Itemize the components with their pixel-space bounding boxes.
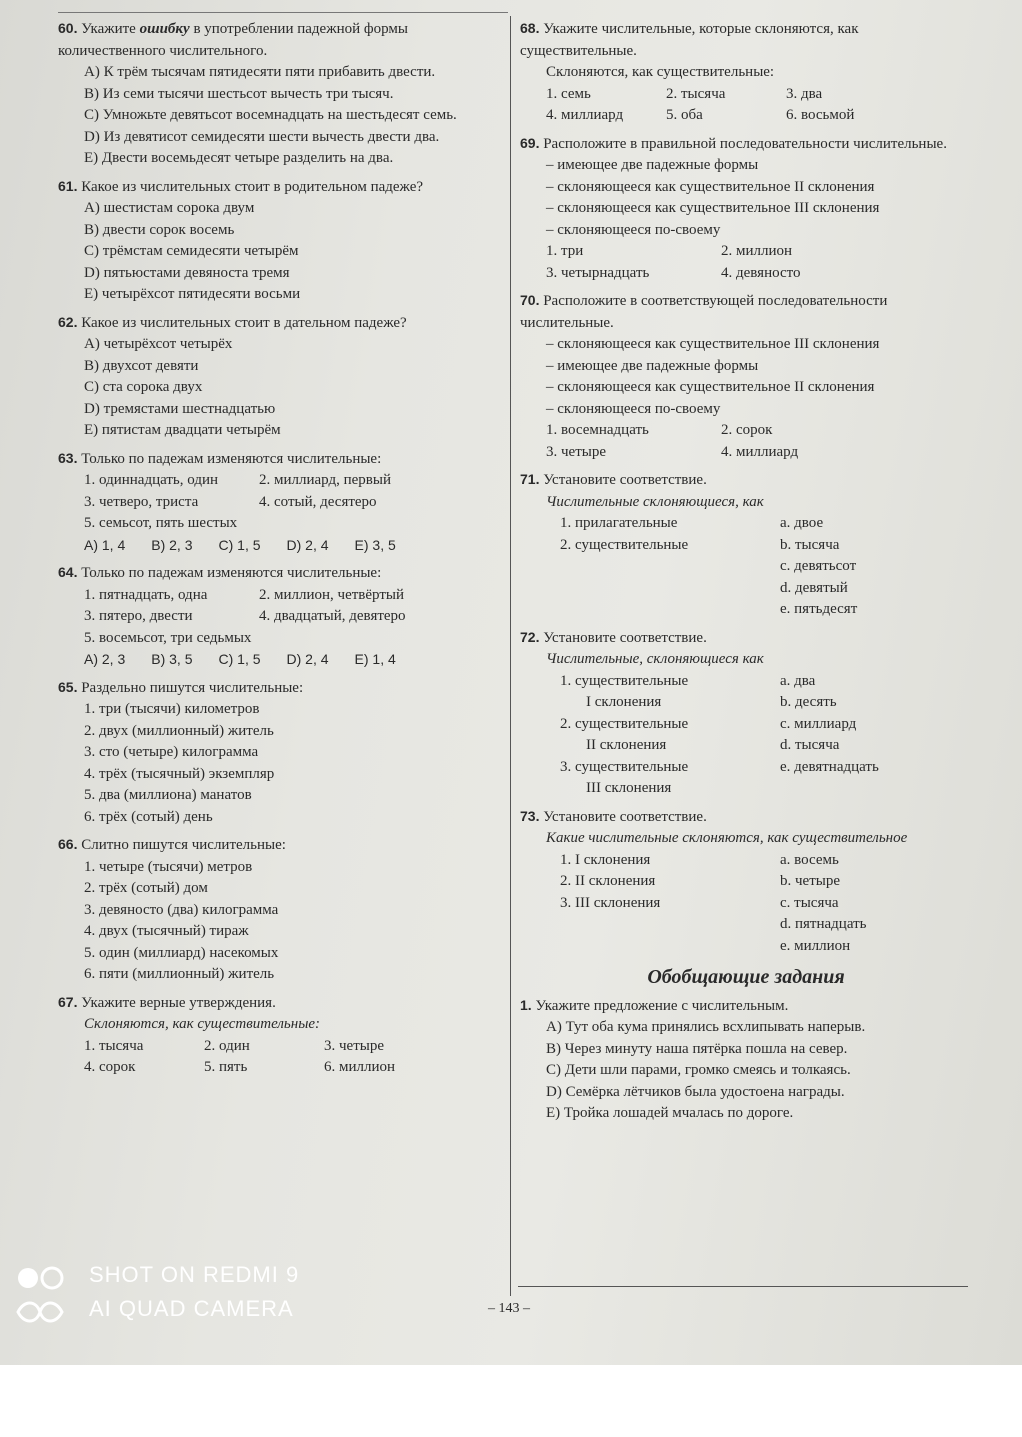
subtitle: Числительные, склоняющиеся как [546,651,764,667]
left-column [58,18,508,1085]
page-number: – 143 – [488,1301,530,1316]
match-left: 2. существительные [560,536,689,553]
emphasis-text: ошибку [139,21,190,37]
match-right: d. тысяча [780,737,840,753]
column-divider [510,16,511,1296]
question-number: 62. [58,313,78,330]
list-item: 2. тысяча [666,85,726,102]
list-item: 4. сотый, десятеро [259,493,377,510]
question-number: 71. [520,471,540,487]
list-item: 3. два [786,85,823,102]
option: B) двухсот девяти [84,357,199,374]
list-item: 3. четыре [546,443,606,460]
match-left [560,936,780,958]
subtitle: Числительные склоняющиеся, как [546,493,764,510]
match-left: 1. I склонения [560,851,651,868]
list-item: 3. пятеро, двести [84,608,193,624]
list-item: 5. пять [204,1059,248,1075]
match-right: b. четыре [780,873,840,889]
option: B) двести сорок восемь [84,221,235,238]
general-question-1 [520,995,972,1125]
question-number: 61. [58,177,78,194]
question-number: 63. [58,449,78,466]
match-left [560,599,780,621]
question-60 [58,18,508,170]
question-70 [520,290,972,463]
question-number: 73. [520,807,540,824]
list-item: 1. пятнадцать, одна [84,586,208,603]
answer: B) 2, 3 [151,536,193,553]
question-61 [58,176,508,306]
list-item: 6. трёх (сотый) день [84,808,213,825]
question-text: Установите соответствие. [543,629,707,646]
list-item: 2. один [204,1037,250,1054]
question-73 [520,806,972,958]
match-left: I склонения [586,694,662,710]
question-65 [58,677,508,829]
list-line: – склоняющееся как существительное II склонения [546,379,875,395]
question-number: 66. [58,836,78,852]
option: B) Из семи тысячи шестьсот вычесть три тысяч. [84,85,394,102]
list-item: 2. миллион, четвёртый [259,586,405,603]
option: D) пятьюстами девяноста тремя [84,264,290,281]
question-text: Только по падежам изменяются числительные: [81,565,382,581]
option: A) шестистам сорока двум [84,200,255,216]
match-right: c. тысяча [780,894,839,911]
watermark-line2: AI QUAD CAMERA [89,1296,294,1321]
option: E) Тройка лошадей мчалась по дороге. [546,1105,794,1121]
match-left: 2. существительные [560,715,689,732]
question-number: 64. [58,564,78,580]
question-number: 67. [58,993,78,1010]
list-item: 5. семьсот, пять шестых [84,515,238,531]
question-text: Расположите в правильной последовательности числительные. [543,135,947,152]
list-item: 1. одиннадцать, один [84,472,219,488]
list-item: 4. миллиард [546,107,624,123]
list-item: 1. три (тысячи) километров [84,701,260,717]
answer: A) 1, 4 [84,536,126,553]
list-item: 2. миллион [721,243,793,259]
list-line: – склоняющееся как существительное III склонения [546,200,880,216]
list-item: 5. оба [666,107,703,123]
match-right: b. тысяча [780,536,840,553]
match-right: b. десять [780,694,837,710]
option: A) К трём тысячам пятидесяти пяти прибавить двести. [84,64,436,80]
list-item: 6. восьмой [786,107,855,123]
list-item: 2. трёх (сотый) дом [84,880,208,896]
match-right: e. пятьдесят [780,601,858,617]
list-item: 4. двух (тысячный) тираж [84,923,249,939]
match-right: d. девятый [780,579,848,596]
list-item: 3. сто (четыре) килограмма [84,744,259,760]
match-right: a. два [780,672,816,689]
match-left: 3. III склонения [560,894,661,911]
list-item: 3. четверо, триста [84,493,199,510]
list-item: 4. девяносто [721,264,801,281]
match-right [780,778,940,800]
match-left: II склонения [586,737,667,753]
match-left: 2. II склонения [560,873,656,889]
question-text: Какое из числительных стоит в родительном падеже? [81,178,424,195]
bottom-rule [518,1286,968,1287]
match-right: a. двое [780,515,824,531]
question-68 [520,18,972,127]
match-right: e. девятнадцать [780,758,879,775]
match-right: e. миллион [780,937,851,954]
match-right: c. девятьсот [780,558,857,574]
question-63 [58,448,508,557]
list-item: 1. восемнадцать [546,422,649,438]
question-number: 65. [58,678,78,695]
list-item: 4. двадцатый, девятеро [259,608,406,624]
list-line: – склоняющееся как существительное II склонения [546,178,875,195]
list-line: – имеющее две падежные формы [546,357,759,374]
option: C) трёмстам семидесяти четырём [84,243,299,259]
list-item: 6. миллион [324,1059,396,1075]
list-item: 2. миллиард, первый [259,472,391,488]
match-left [560,914,780,936]
question-64 [58,562,508,671]
answer: D) 2, 4 [286,536,329,553]
list-item: 1. три [546,243,584,259]
match-left [560,556,780,578]
question-text: Установите соответствие. [543,808,707,825]
section-heading: Обобщающие задания [647,966,845,988]
question-text: Укажите верные утверждения. [81,994,276,1011]
list-item: 3. девяносто (два) килограмма [84,901,279,918]
option: E) Двести восемьдесят четыре разделить на два. [84,150,394,166]
question-number: 1. [520,996,532,1013]
option: C) Дети шли парами, громко смеясь и толкаясь. [546,1062,851,1078]
question-text: Установите соответствие. [543,472,707,488]
list-line: – склоняющееся по-своему [546,400,721,417]
list-line: – склоняющееся по-своему [546,221,721,238]
question-number: 68. [520,20,540,36]
option: E) четырёхсот пятидесяти восьми [84,286,301,302]
option: A) Тут оба кума принялись всхлипывать наперыв. [546,1019,866,1035]
subtitle: Склоняются, как существительные: [84,1016,321,1032]
question-text: Укажите предложение с числительным. [535,997,789,1014]
top-rule [58,12,508,13]
question-62 [58,312,508,442]
question-71 [520,469,972,621]
list-line: – имеющее две падежные формы [546,157,759,173]
list-line: – склоняющееся как существительное III склонения [546,336,880,352]
match-left [560,578,780,600]
option: A) четырёхсот четырёх [84,336,233,352]
list-item: 4. миллиард [721,443,799,460]
list-item: 1. четыре (тысячи) метров [84,858,253,875]
question-text: Расположите в соответствующей последовательности числительные. [520,293,888,331]
match-right: c. миллиард [780,715,857,732]
subtitle: Склоняются, как существительные: [546,64,775,80]
question-text: Укажите [81,21,140,37]
watermark-line1: SHOT ON REDMI 9 [89,1262,300,1287]
question-text: Только по падежам изменяются числительные: [81,450,382,467]
list-item: 3. четырнадцать [546,264,650,281]
answer: B) 3, 5 [151,651,193,667]
right-column [520,18,972,1131]
subtitle: Какие числительные склоняются, как существительное [546,830,908,846]
match-left: 3. существительные [560,758,689,775]
match-right: a. восемь [780,851,839,868]
answer: E) 3, 5 [354,536,396,553]
question-number: 60. [58,20,78,36]
question-number: 72. [520,628,540,645]
list-item: 4. трёх (тысячный) экземпляр [84,765,275,782]
watermark-text [89,1258,299,1326]
question-text: в употреблении падежной формы количественного числительного. [58,21,408,59]
list-item: 2. сорок [721,422,773,438]
question-number: 70. [520,292,540,308]
list-item: 1. семь [546,85,591,102]
option: D) тремястами шестнадцатью [84,400,276,417]
option: B) Через минуту наша пятёрка пошла на север. [546,1040,848,1057]
question-text: Какое из числительных стоит в дательном падеже? [81,314,407,331]
list-item: 5. восемьсот, три седьмых [84,629,252,646]
answer: C) 1, 5 [218,536,261,553]
answer: A) 2, 3 [84,651,126,667]
question-67 [58,992,508,1079]
option: C) Умножьте девятьсот восемнадцать на шестьдесят семь. [84,107,457,123]
match-left: 1. прилагательные [560,515,678,531]
answer: D) 2, 4 [286,651,329,667]
match-right: d. пятнадцать [780,916,867,932]
option: D) Из девятисот семидесяти шести вычесть двести два. [84,128,440,145]
answer: E) 1, 4 [354,651,396,667]
question-text: Укажите числительные, которые склоняются, как существительные. [520,21,859,59]
question-66 [58,834,508,986]
camera-logo-icon [14,1262,74,1326]
question-text: Раздельно пишутся числительные: [81,679,304,696]
question-69 [520,133,972,285]
match-left: III склонения [586,780,672,796]
question-text: Слитно пишутся числительные: [81,837,286,853]
option: E) пятистам двадцати четырём [84,422,281,438]
list-item: 2. двух (миллионный) житель [84,722,274,739]
option: D) Семёрка лётчиков была удостоена награды. [546,1083,845,1100]
list-item: 4. сорок [84,1059,136,1075]
list-item: 1. тысяча [84,1037,144,1054]
list-item: 6. пяти (миллионный) житель [84,966,275,982]
list-item: 5. один (миллиард) насекомых [84,944,279,961]
option: C) ста сорока двух [84,379,203,395]
list-item: 3. четыре [324,1037,384,1054]
match-left: 1. существительные [560,672,689,689]
answer: C) 1, 5 [218,651,261,667]
list-item: 5. два (миллиона) манатов [84,787,252,803]
question-number: 69. [520,134,540,151]
question-72 [520,627,972,800]
